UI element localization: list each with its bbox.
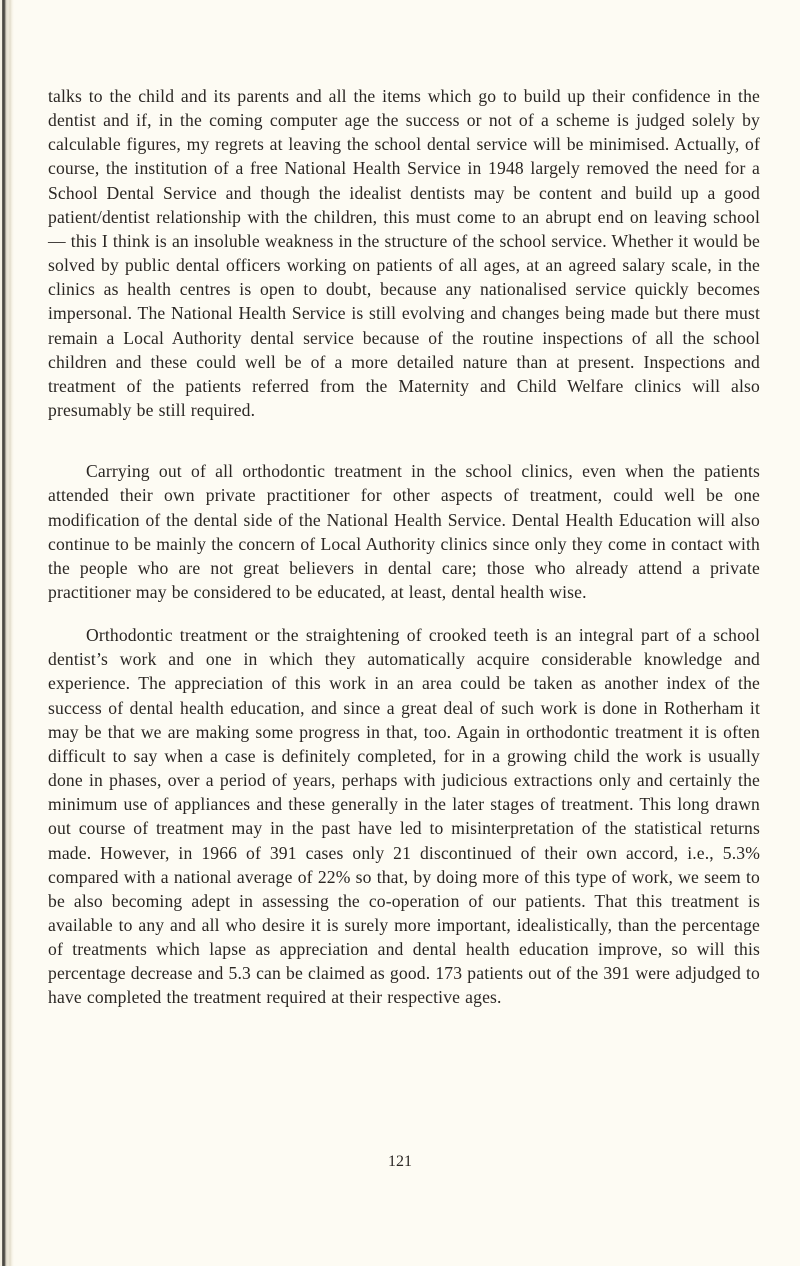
paragraph-continued: talks to the child and its parents and all the items which go to build up their confidence in the dentist and if, in the coming computer age the success or not of a scheme is judged solely by calculable figures, my regrets at leaving the school dental service will be minimised. Actually, of course, the institution of a free National Health Service in 1948 largely removed the need for a School Dental Service and though the idealist dentists may be content and build up a good patient/dentist relationship with the children, this must come to an abrupt end on leaving school— this I think is an insoluble weakness in the structure of the school service. Whether it would be solved by public dental officers working on patients of all ages, at an agreed salary scale, in the clinics as health centres is open to doubt, because any nationalised service quickly becomes impersonal. The National Health Service is still evolving and changes being made but there must remain a Local Authority dental service because of the routine inspections of all the school children and these could well be of a more detailed nature than at present. Inspections and treatment of the patients referred from the Maternity and Child Welfare clinics will also presumably be still required. [48,86,760,421]
paragraph-orthodontic-clinics: Carrying out of all orthodontic treatment in the school clinics, even when the patients attended their own private practitioner for other aspects of treatment, could well be one modification of the dental side of the National Health Service. Dental Health Education will also continue to be mainly the concern of Local Authority clinics since only they come in contact with the people who are not great believers in dental care; those who already attend a private practitioner may be considered to be educated, at least, dental health wise. [48,461,760,602]
document-page [48,84,760,1010]
paragraph-orthodontic-treatment: Orthodontic treatment or the straightening of crooked teeth is an integral part of a school dentist’s work and one in which they automatically acquire considerable knowledge and experience. The appreciation of this work in an area could be taken as another index of the success of dental health education, and since a great deal of such work is done in Rotherham it may be that we are making some progress in that, too. Again in orthodontic treatment it is often difficult to say when a case is definitely completed, for in a growing child the work is usually done in phases, over a period of years, perhaps with judicious extractions only and certainly the minimum use of appliances and these generally in the later stages of treatment. This long drawn out course of treatment may in the past have led to misinterpretation of the statistical returns made. However, in 1966 of 391 cases only 21 discontinued of their own accord, i.e., 5.3% compared with a national average of 22% so that, by doing more of this type of work, we seem to be also becoming adept in assessing the co-operation of our patients. That this treatment is available to any and all who desire it is surely more important, idealistically, than the percentage of treatments which lapse as appreciation and dental health education improve, so will this percentage decrease and 5.3 can be claimed as good. 173 patients out of the 391 were adjudged to have completed the treatment required at their respective ages. [48,625,760,1008]
page-number: 121 [388,1153,412,1170]
page-binding-edge [0,0,14,1266]
